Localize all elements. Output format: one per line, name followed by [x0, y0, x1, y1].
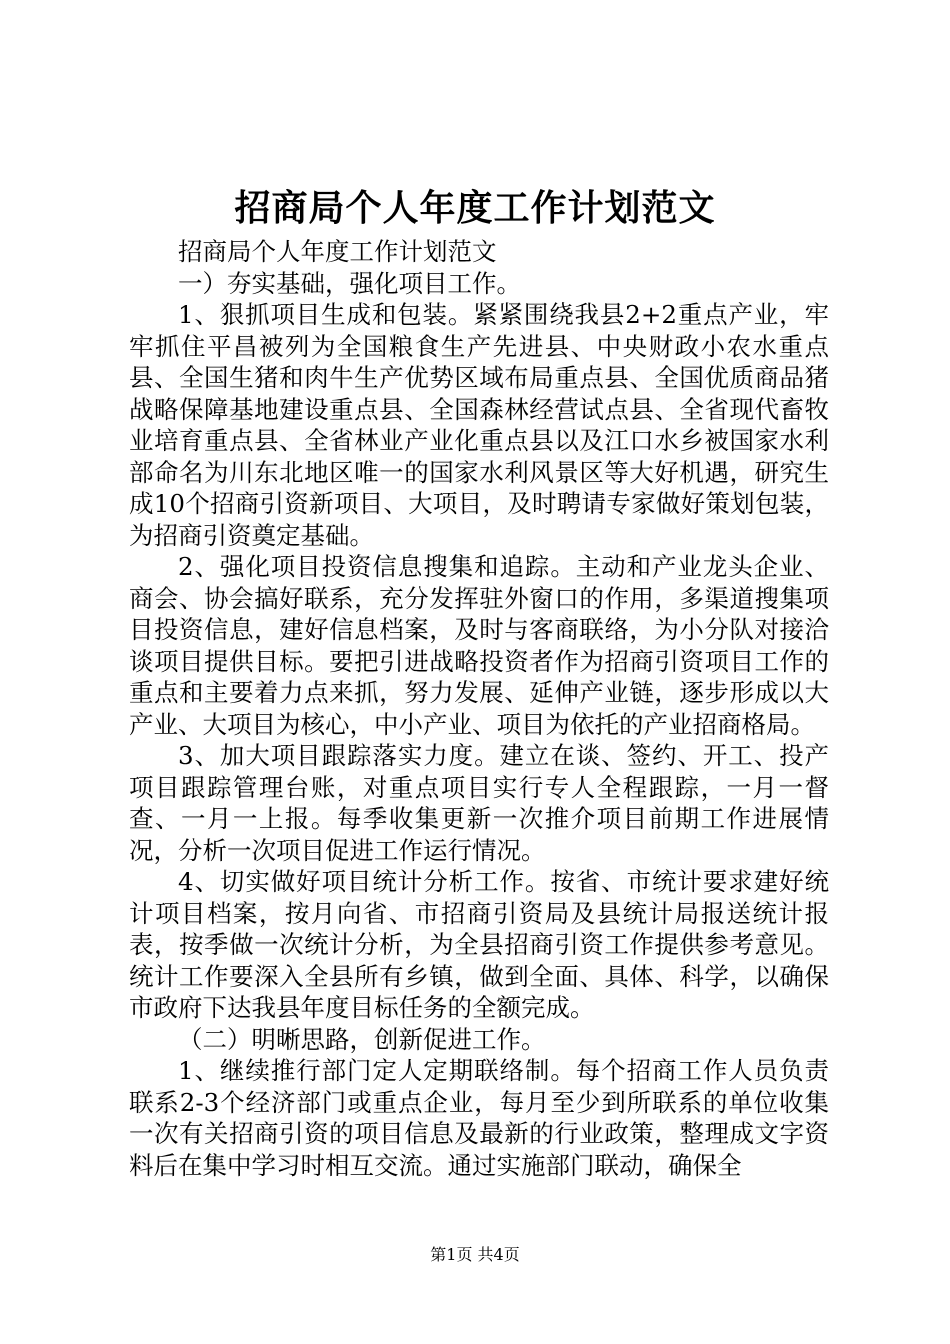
page-number-footer: 第1页 共4页 [430, 1245, 520, 1264]
document-body [129, 236, 829, 1181]
body-paragraph: 1、继续推行部门定人定期联络制。每个招商工作人员负责联系2-3个经济部门或重点企业，每月至少到所联系的单位收集一次有关招商引资的项目信息及最新的行业政策，整理成文字资料后在集中学习时相互交流。通过实施部门联动，确保全 [129, 1056, 829, 1180]
subtitle-paragraph: 招商局个人年度工作计划范文 [178, 237, 497, 266]
body-paragraph: 1、狠抓项目生成和包装。紧紧围绕我县2+2重点产业，牢牢抓住平昌被列为全国粮食生产先进县、中央财政小农水重点县、全国生猪和肉牛生产优势区域布局重点县、全国优质商品猪战略保障基地建设重点县、全国森林经营试点县、全省现代畜牧业培育重点县、全省林业产业化重点县以及江口水乡被国家水利部命名为川东北地区唯一的国家水利风景区等大好机遇，研究生成10个招商引资新项目、大项目，及时聘请专家做好策划包装，为招商引资奠定基础。 [129, 300, 829, 550]
body-paragraph: 4、切实做好项目统计分析工作。按省、市统计要求建好统计项目档案，按月向省、市招商引资局及县统计局报送统计报表，按季做一次统计分析，为全县招商引资工作提供参考意见。统计工作要深入全县所有乡镇，做到全面、具体、科学，以确保市政府下达我县年度目标任务的全额完成。 [129, 867, 829, 1022]
body-paragraph: 3、加大项目跟踪落实力度。建立在谈、签约、开工、投产项目跟踪管理台账，对重点项目实行专人全程跟踪，一月一督查、一月一上报。每季收集更新一次推介项目前期工作进展情况，分析一次项目促进工作运行情况。 [129, 741, 829, 865]
body-paragraph: 2、强化项目投资信息搜集和追踪。主动和产业龙头企业、商会、协会搞好联系，充分发挥驻外窗口的作用，多渠道搜集项目投资信息，建好信息档案，及时与客商联络，为小分队对接洽谈项目提供目标。要把引进战略投资者作为招商引资项目工作的重点和主要着力点来抓，努力发展、延伸产业链，逐步形成以大产业、大项目为核心，中小产业、项目为依托的产业招商格局。 [129, 552, 829, 739]
section-heading-2: （二）明晰思路，创新促进工作。 [178, 1024, 546, 1054]
section-heading-1: 一）夯实基础，强化项目工作。 [178, 268, 521, 298]
document-title: 招商局个人年度工作计划范文 [234, 187, 716, 229]
